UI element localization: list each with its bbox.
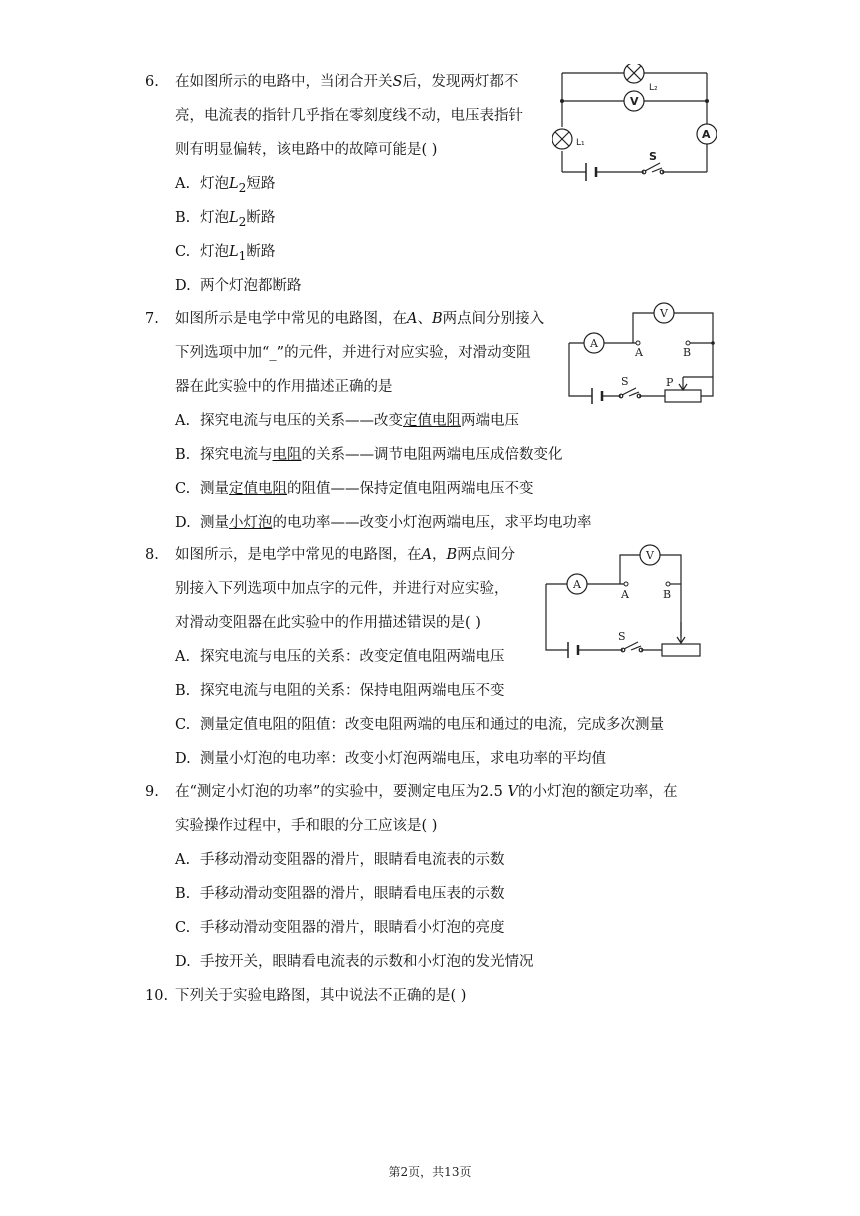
option-c[interactable]: C. 灯泡$L_1$断路: [175, 244, 276, 263]
question-9: [145, 775, 745, 979]
label-point-a: A: [621, 588, 629, 601]
option-d[interactable]: D. 两个灯泡都断路: [175, 278, 302, 294]
option-a[interactable]: A. 灯泡$L_2$短路: [175, 176, 276, 195]
label-l1: L₁: [576, 138, 585, 148]
option-b[interactable]: B. 灯泡$L_2$断路: [175, 210, 276, 229]
label-a-meter: A: [573, 578, 581, 591]
question-10: [145, 979, 725, 1013]
question-stem-line: 对滑动变阻器在此实验中的作用描述错误的是( ): [175, 615, 481, 631]
option-a[interactable]: A. 手移动滑动变阻器的滑片，眼睛看电流表的示数: [175, 852, 505, 868]
option-b[interactable]: B. 探究电流与电阻的关系——调节电阻两端电压成倍数变化: [175, 447, 563, 463]
label-p: P: [666, 376, 674, 389]
question-number: 10.: [145, 988, 169, 1004]
question-stem-line: 器在此实验中的作用描述正确的是: [175, 379, 393, 395]
circuit-diagram-q7: [566, 300, 726, 410]
label-l2: L₂: [649, 83, 658, 93]
option-a[interactable]: A. 探究电流与电压的关系：改变定值电阻两端电压: [175, 649, 505, 665]
option-c[interactable]: C. 测量定值电阻的阻值——保持定值电阻两端电压不变: [175, 481, 534, 497]
option-b[interactable]: B. 探究电流与电阻的关系：保持电阻两端电压不变: [175, 683, 505, 699]
question-stem-line: 如图所示是电学中常见的电路图，在A、B两点间分别接入: [175, 311, 545, 327]
option-d[interactable]: D. 测量小灯泡的电功率：改变小灯泡两端电压，求电功率的平均值: [175, 751, 606, 767]
label-s: S: [621, 375, 629, 388]
question-number: 9.: [145, 784, 159, 800]
question-number: 6.: [145, 74, 159, 90]
question-stem-line: 如图所示，是电学中常见的电路图，在A，B两点间分: [175, 547, 516, 563]
label-v: V: [630, 95, 639, 108]
label-s: S: [649, 150, 657, 163]
label-a-meter: A: [590, 337, 598, 350]
question-stem-line: 亮，电流表的指针几乎指在零刻度线不动，电压表指针: [175, 108, 523, 124]
rheostat: [665, 390, 701, 402]
label-point-b: B: [683, 346, 692, 359]
question-stem-line: 在如图所示的电路中，当闭合开关S后，发现两灯都不: [175, 74, 519, 90]
option-c[interactable]: C. 测量定值电阻的阻值：改变电阻两端的电压和通过的电流，完成多次测量: [175, 717, 664, 733]
question-stem-line: 在“测定小灯泡的功率”的实验中，要测定电压为2.5 V的小灯泡的额定功率，在: [175, 784, 678, 800]
label-v: V: [660, 307, 668, 320]
option-d[interactable]: D. 手按开关，眼睛看电流表的示数和小灯泡的发光情况: [175, 954, 534, 970]
label-a: A: [702, 128, 711, 141]
label-v: V: [646, 549, 654, 562]
question-number: 8.: [145, 547, 159, 563]
circuit-diagram-q6: [552, 64, 717, 186]
page-footer: 第2页，共13页: [388, 1165, 472, 1179]
label-point-a: A: [635, 346, 643, 359]
option-d[interactable]: D. 测量小灯泡的电功率——改变小灯泡两端电压，求平均电功率: [175, 515, 592, 531]
question-stem-line: 下列选项中加“_”的元件，并进行对应实验，对滑动变阻: [175, 345, 531, 361]
label-point-b: B: [663, 588, 672, 601]
question-stem-line: 实验操作过程中，手和眼的分工应该是( ): [175, 818, 438, 834]
option-b[interactable]: B. 手移动滑动变阻器的滑片，眼睛看电压表的示数: [175, 886, 505, 902]
question-stem-line: 下列关于实验电路图，其中说法不正确的是( ): [175, 988, 467, 1004]
option-c[interactable]: C. 手移动滑动变阻器的滑片，眼睛看小灯泡的亮度: [175, 920, 505, 936]
label-s: S: [618, 630, 626, 643]
rheostat: [662, 644, 700, 656]
option-a[interactable]: A. 探究电流与电压的关系——改变定值电阻两端电压: [175, 413, 519, 429]
question-stem-line: 别接入下列选项中加点字的元件，并进行对应实验，: [175, 581, 509, 597]
question-stem-line: 则有明显偏转，该电路中的故障可能是( ): [175, 142, 438, 158]
circuit-diagram-q8: [540, 542, 710, 662]
question-number: 7.: [145, 311, 159, 327]
